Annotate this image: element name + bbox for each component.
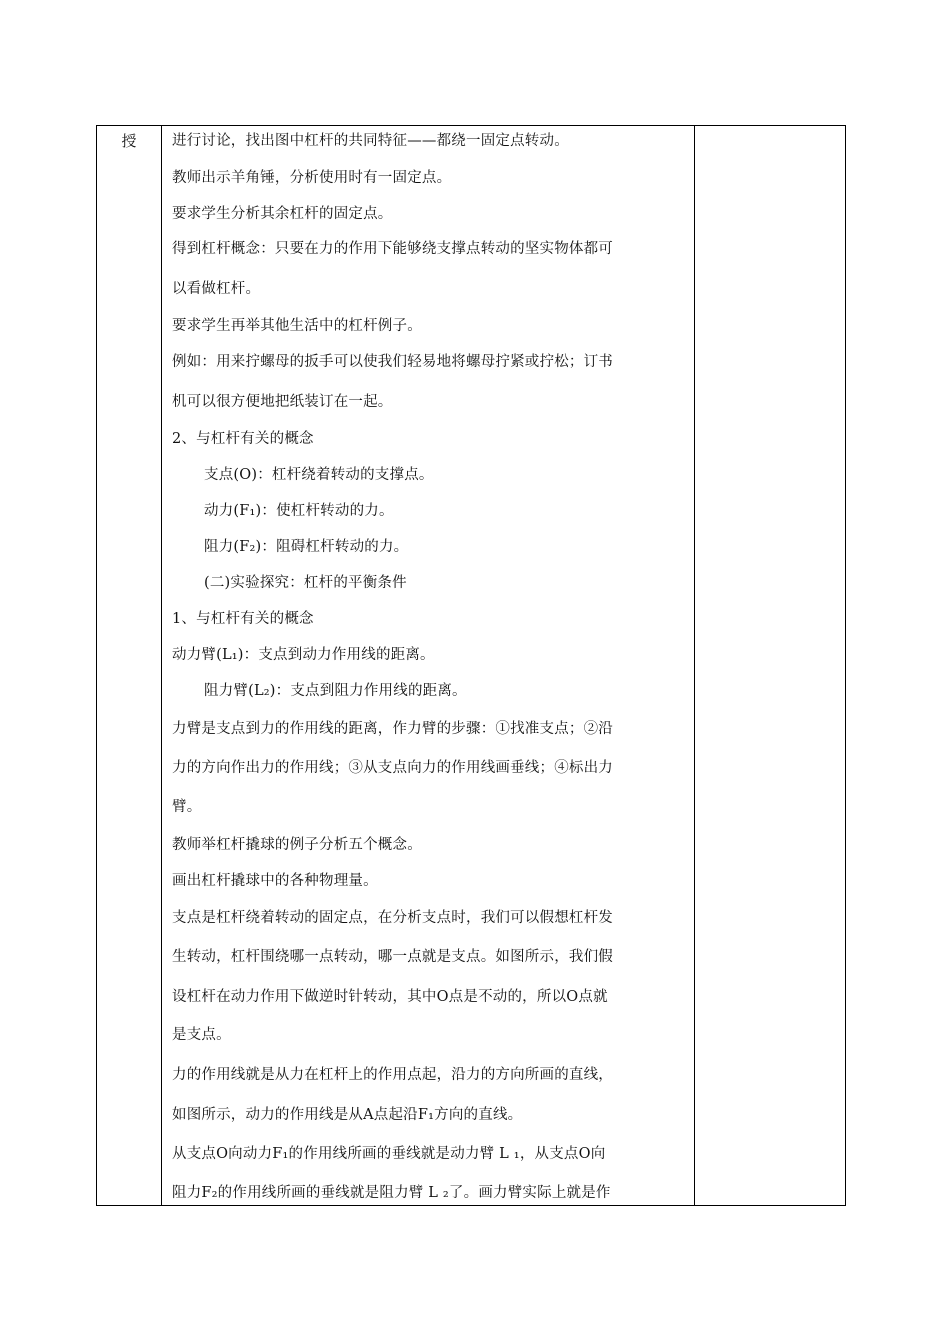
- text-line: 以看做杠杆。: [172, 281, 261, 297]
- column-divider-left: [161, 126, 162, 1205]
- text-line: 支点(O)：杠杆绕着转动的支撑点。: [204, 467, 434, 483]
- text-line: 要求学生分析其余杠杆的固定点。: [172, 206, 393, 222]
- text-line: 机可以很方便地把纸装订在一起。: [172, 394, 393, 410]
- text-line: 2、与杠杆有关的概念: [172, 431, 314, 447]
- text-line: 动力臂(L₁)：支点到动力作用线的距离。: [172, 647, 435, 663]
- text-line: (二)实验探究：杠杆的平衡条件: [204, 575, 407, 591]
- text-line: 阻力F₂的作用线所画的垂线就是阻力臂 L ₂了。画力臂实际上就是作: [172, 1185, 611, 1201]
- text-line: 阻力(F₂)：阻碍杠杆转动的力。: [204, 539, 409, 555]
- text-line: 动力(F₁)：使杠杆转动的力。: [204, 503, 394, 519]
- text-line: 阻力臂(L₂)：支点到阻力作用线的距离。: [204, 683, 467, 699]
- text-line: 力臂是支点到力的作用线的距离，作力臂的步骤：①找准支点；②沿: [172, 721, 613, 737]
- text-line: 要求学生再举其他生活中的杠杆例子。: [172, 318, 422, 334]
- text-line: 生转动，杠杆围绕哪一点转动，哪一点就是支点。如图所示，我们假: [172, 949, 613, 965]
- side-label: 授: [121, 132, 137, 150]
- text-line: 教师出示羊角锤，分析使用时有一固定点。: [172, 170, 452, 186]
- text-line: 是支点。: [172, 1027, 231, 1043]
- text-line: 进行讨论，找出图中杠杆的共同特征——都绕一固定点转动。: [172, 133, 569, 149]
- text-line: 教师举杠杆撬球的例子分析五个概念。: [172, 837, 422, 853]
- text-line: 例如：用来拧螺母的扳手可以使我们轻易地将螺母拧紧或拧松；订书: [172, 354, 613, 370]
- text-line: 支点是杠杆绕着转动的固定点，在分析支点时，我们可以假想杠杆发: [172, 910, 613, 926]
- text-line: 臂。: [172, 799, 202, 815]
- text-line: 从支点O向动力F₁的作用线所画的垂线就是动力臂 L ₁，从支点O向: [172, 1146, 606, 1162]
- text-line: 画出杠杆撬球中的各种物理量。: [172, 873, 378, 889]
- text-line: 力的方向作出力的作用线；③从支点向力的作用线画垂线；④标出力: [172, 760, 613, 776]
- text-line: 1、与杠杆有关的概念: [172, 611, 314, 627]
- text-line: 如图所示，动力的作用线是从A点起沿F₁方向的直线。: [172, 1107, 523, 1123]
- text-line: 力的作用线就是从力在杠杆上的作用点起，沿力的方向所画的直线，: [172, 1067, 613, 1083]
- text-line: 得到杠杆概念：只要在力的作用下能够绕支撑点转动的坚实物体都可: [172, 241, 613, 257]
- text-line: 设杠杆在动力作用下做逆时针转动，其中O点是不动的，所以O点就: [172, 989, 608, 1005]
- column-divider-right: [694, 126, 695, 1205]
